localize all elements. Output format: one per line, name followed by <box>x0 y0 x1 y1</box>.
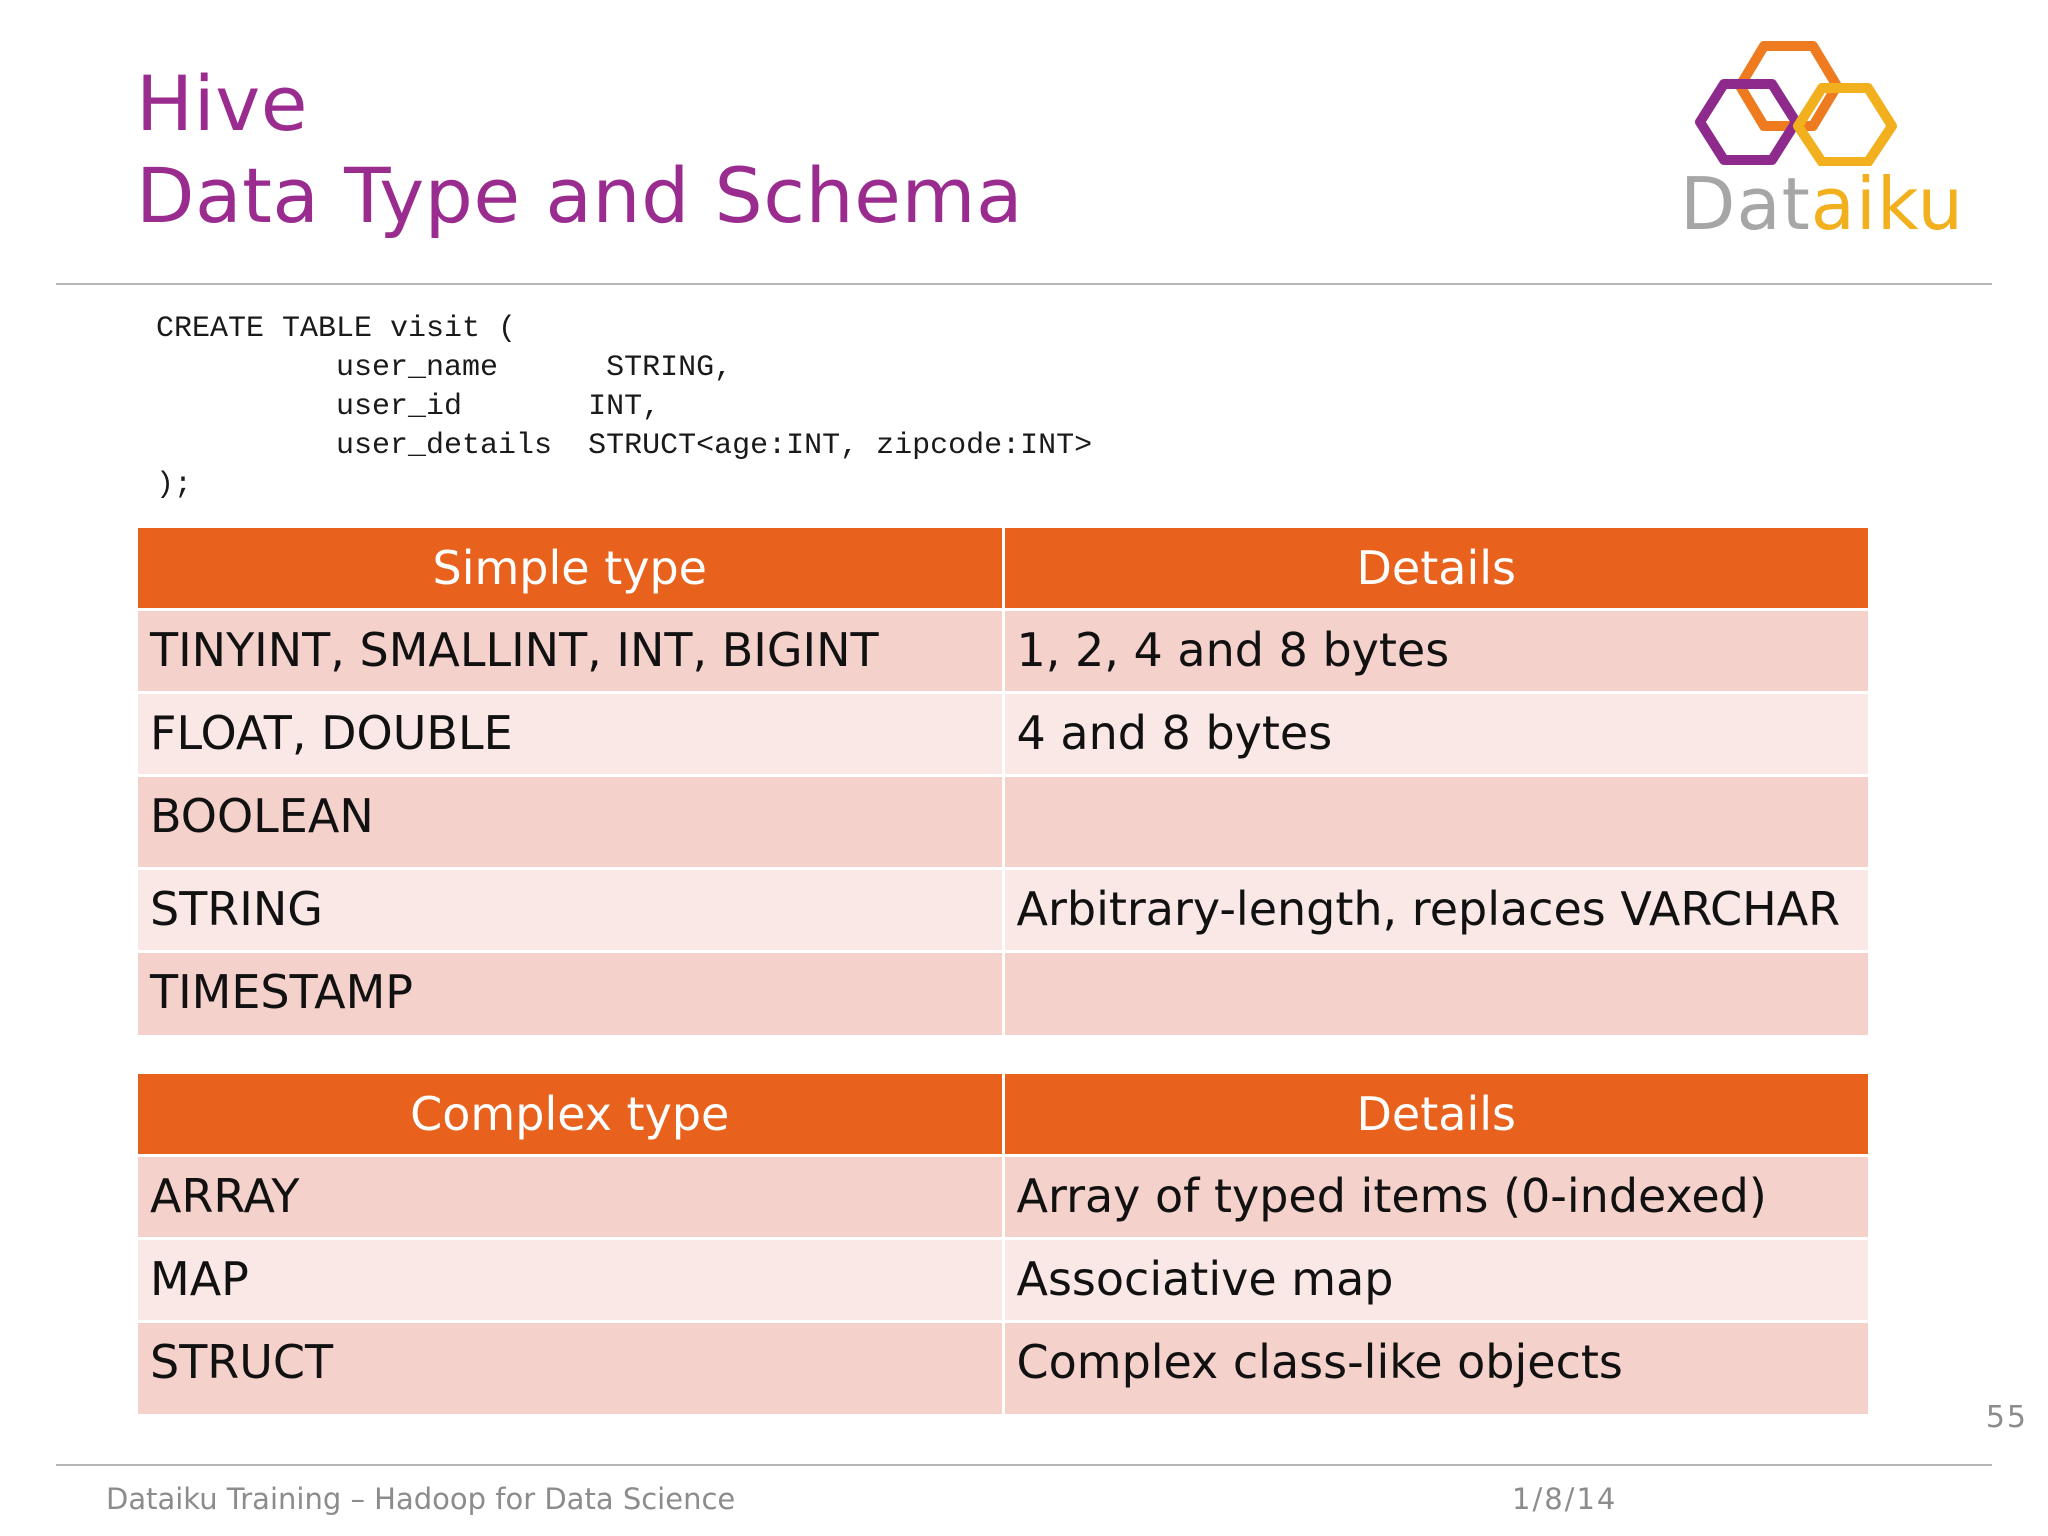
details-cell: 1, 2, 4 and 8 bytes <box>1003 610 1868 693</box>
footer-divider <box>56 1464 1992 1466</box>
table-row <box>138 1156 1868 1239</box>
header-divider <box>56 283 1992 285</box>
table-header-row <box>138 1074 1868 1156</box>
logo-text-gold: aiku <box>1810 162 1965 246</box>
table-row <box>138 1239 1868 1322</box>
type-cell: TINYINT, SMALLINT, INT, BIGINT <box>138 610 1003 693</box>
table-row <box>138 1322 1868 1414</box>
type-cell: TIMESTAMP <box>138 952 1003 1035</box>
column-header-type: Simple type <box>138 528 1003 610</box>
type-cell: ARRAY <box>138 1156 1003 1239</box>
page-number: 55 <box>1985 1400 2028 1435</box>
slide-title <box>136 58 1023 242</box>
hexagon-logo-icon <box>1680 36 1970 166</box>
details-cell: Complex class-like objects <box>1003 1322 1868 1414</box>
column-header-details: Details <box>1003 528 1868 610</box>
details-cell: Array of typed items (0-indexed) <box>1003 1156 1868 1239</box>
logo-wordmark <box>1680 164 1970 244</box>
details-cell: Arbitrary-length, replaces VARCHAR <box>1003 869 1868 952</box>
type-cell: FLOAT, DOUBLE <box>138 693 1003 776</box>
table-row <box>138 952 1868 1035</box>
footer-date: 1/8/14 <box>1512 1482 1618 1516</box>
details-cell <box>1003 776 1868 869</box>
table-row <box>138 869 1868 952</box>
footer-title: Dataiku Training – Hadoop for Data Science <box>106 1482 736 1516</box>
code-block: CREATE TABLE visit ( user_name STRING, user_id INT, user_details STRUCT<age:INT, zipcode:INT> ); <box>156 312 1093 502</box>
details-cell: Associative map <box>1003 1239 1868 1322</box>
column-header-details: Details <box>1003 1074 1868 1156</box>
logo-text-grey: Dat <box>1680 162 1811 246</box>
title-line-1: Hive <box>136 59 308 148</box>
complex-types-table <box>138 1074 1868 1414</box>
dataiku-logo <box>1680 36 1970 246</box>
type-cell: BOOLEAN <box>138 776 1003 869</box>
table-row <box>138 610 1868 693</box>
table-row <box>138 776 1868 869</box>
details-cell: 4 and 8 bytes <box>1003 693 1868 776</box>
simple-types-table <box>138 528 1868 1035</box>
type-cell: MAP <box>138 1239 1003 1322</box>
column-header-type: Complex type <box>138 1074 1003 1156</box>
title-line-2: Data Type and Schema <box>136 151 1024 240</box>
type-cell: STRING <box>138 869 1003 952</box>
details-cell <box>1003 952 1868 1035</box>
table-row <box>138 693 1868 776</box>
type-cell: STRUCT <box>138 1322 1003 1414</box>
table-header-row <box>138 528 1868 610</box>
